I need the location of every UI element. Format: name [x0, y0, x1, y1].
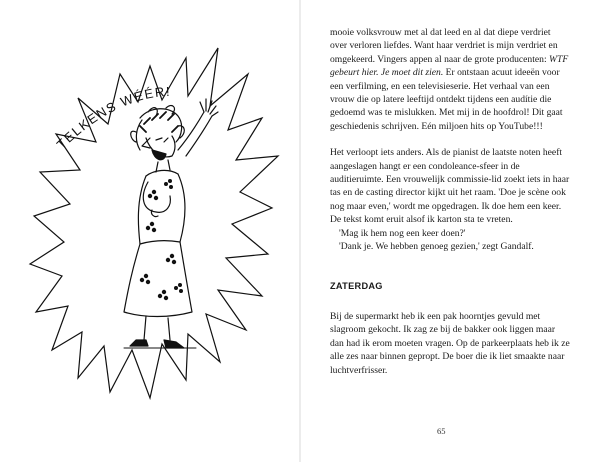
- paragraph-2: Het verloopt iets anders. Als de pianist de laatste noten heeft aangeslagen hangt er een condoleance-sfeer in de auditieruimte. Een vrouwelijk commissie-lid zoekt iets in haar tas en de casting director kijkt uit het raam. 'Doe je scène ook nog maar even,' wordt me opgedragen. Ik doe hem een keer. De tekst komt eruit alsof ik karton sta te vreten.: [330, 147, 570, 226]
- burst-outline-icon: [30, 48, 278, 398]
- paragraph-3: Bij de supermarkt heb ik een pak hoorntjes gevuld met slagroom gekocht. Ik zag ze bij de bakker ook liggen maar dan had ik erom moeten vragen. Op de parkeerplaats heb ik ze alle zes naar binnen gepropt. De boer die ik liet smaakte naar luchtverfrisser.: [330, 310, 570, 376]
- paragraph-1-part-1: mooie volksvrouw met al dat leed en al dat diepe verdriet over verloren liefdes. Want haar verdriet is mijn verdriet en omgekeerd. Vingers appen al naar de grote producenten:: [330, 27, 558, 65]
- paragraph-1-part-2: Er ontstaan acuut ideeën voor een verfilming, en een televisieserie. Het verhaal van een vrouw die op latere leeftijd ontdekt tijdens een audítie die gedoemd was te mislukken. Met mij in de hoofdrol! Dit gaat geschiedenis schrijven. Eén miljoen hits op YouTube!!!: [330, 67, 563, 132]
- dialogue-line-1: 'Mag ik hem nog een keer doen?': [339, 227, 466, 239]
- page-number: 65: [437, 426, 446, 436]
- dialogue-line-2: 'Dank je. We hebben genoeg gezien,' zegt Gandalf.: [339, 241, 534, 253]
- dress-flower-pattern-icon: [140, 179, 183, 300]
- singing-woman-icon: [124, 99, 218, 348]
- illustration-caption: TELKENS WÉÉR!: [53, 83, 172, 153]
- paragraph-1-italic: WTF gebeurt hier. Je moet dit zien.: [330, 53, 569, 79]
- section-heading: ZATERDAG: [330, 280, 383, 291]
- book-gutter: [299, 0, 301, 462]
- right-page-text: [330, 26, 570, 377]
- paragraph-1: [330, 26, 570, 133]
